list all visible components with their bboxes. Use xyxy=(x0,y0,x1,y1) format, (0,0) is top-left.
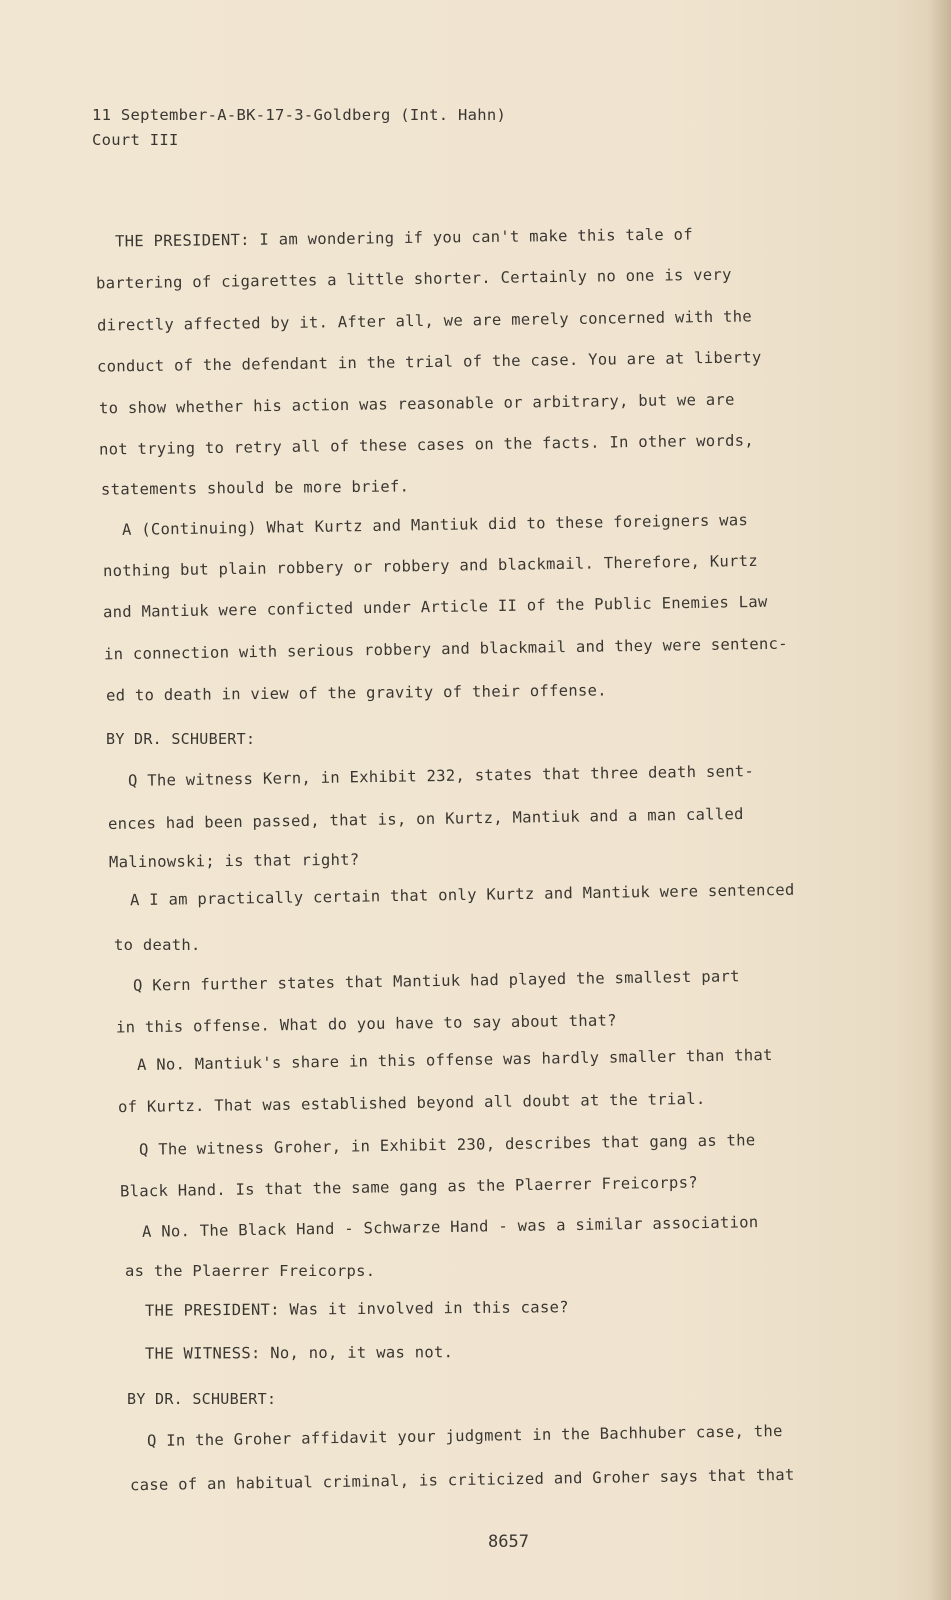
transcript-line: and Mantiuk were conficted under Article II of the Public Enemies Law xyxy=(102,592,768,622)
transcript-line: A (Continuing) What Kurtz and Mantiuk did to these foreigners was xyxy=(121,511,749,539)
transcript-line: not trying to retry all of these cases on the facts. In other words, xyxy=(98,431,755,459)
transcript-line: in this offense. What do you have to say about that? xyxy=(115,1011,617,1037)
page-edge-shadow xyxy=(929,0,951,1600)
transcript-line: Q Kern further states that Mantiuk had played the smallest part xyxy=(132,967,740,995)
transcript-line: A No. Mantiuk's share in this offense was hardly smaller than that xyxy=(136,1046,773,1074)
transcript-line: to death. xyxy=(114,936,201,954)
transcript-line: nothing but plain robbery or robbery and blackmail. Therefore, Kurtz xyxy=(102,551,759,581)
transcript-line: Q The witness Kern, in Exhibit 232, states that three death sent- xyxy=(127,762,755,790)
header-line-2: Court III xyxy=(92,131,179,149)
transcript-line: in connection with serious robbery and blackmail and they were sentenc- xyxy=(103,634,788,664)
transcript-line: Q In the Groher affidavit your judgment in the Bachhuber case, the xyxy=(146,1422,783,1450)
transcript-line: case of an habitual criminal, is criticized and Groher says that that xyxy=(129,1465,795,1495)
transcript-line: Black Hand. Is that the same gang as the Plaerrer Freicorps? xyxy=(119,1173,699,1201)
transcript-line: THE WITNESS: No, no, it was not. xyxy=(144,1343,454,1363)
transcript-line: A No. The Black Hand - Schwarze Hand - was a similar association xyxy=(141,1213,759,1241)
transcript-line: ed to death in view of the gravity of their offense. xyxy=(105,681,607,705)
transcript-line: A I am practically certain that only Kurtz and Mantiuk were sentenced xyxy=(129,880,795,910)
transcript-line: conduct of the defendant in the trial of the case. You are at liberty xyxy=(96,348,762,376)
page-number: 8657 xyxy=(488,1532,529,1552)
transcript-line: bartering of cigarettes a little shorter. Certainly no one is very xyxy=(95,265,732,293)
transcript-line: of Kurtz. That was established beyond all doubt at the trial. xyxy=(117,1089,706,1117)
transcript-line: THE PRESIDENT: I am wondering if you can't make this tale of xyxy=(114,225,694,251)
transcript-line: to show whether his action was reasonable or arbitrary, but we are xyxy=(98,390,735,418)
transcript-line: statements should be more brief. xyxy=(100,477,410,499)
header-line-1: 11 September-A-BK-17-3-Goldberg (Int. Hahn) xyxy=(92,106,507,124)
transcript-line: ences had been passed, that is, on Kurtz, Mantiuk and a man called xyxy=(107,805,744,833)
transcript-line: directly affected by it. After all, we are merely concerned with the xyxy=(96,307,753,335)
transcript-line: Malinowski; is that right? xyxy=(108,850,360,872)
transcript-line: as the Plaerrer Freicorps. xyxy=(125,1262,376,1280)
speaker-heading: BY DR. SCHUBERT: xyxy=(106,730,256,748)
transcript-line: THE PRESIDENT: Was it involved in this case? xyxy=(144,1298,569,1320)
speaker-heading: BY DR. SCHUBERT: xyxy=(127,1390,277,1408)
transcript-line: Q The witness Groher, in Exhibit 230, describes that gang as the xyxy=(138,1131,756,1159)
